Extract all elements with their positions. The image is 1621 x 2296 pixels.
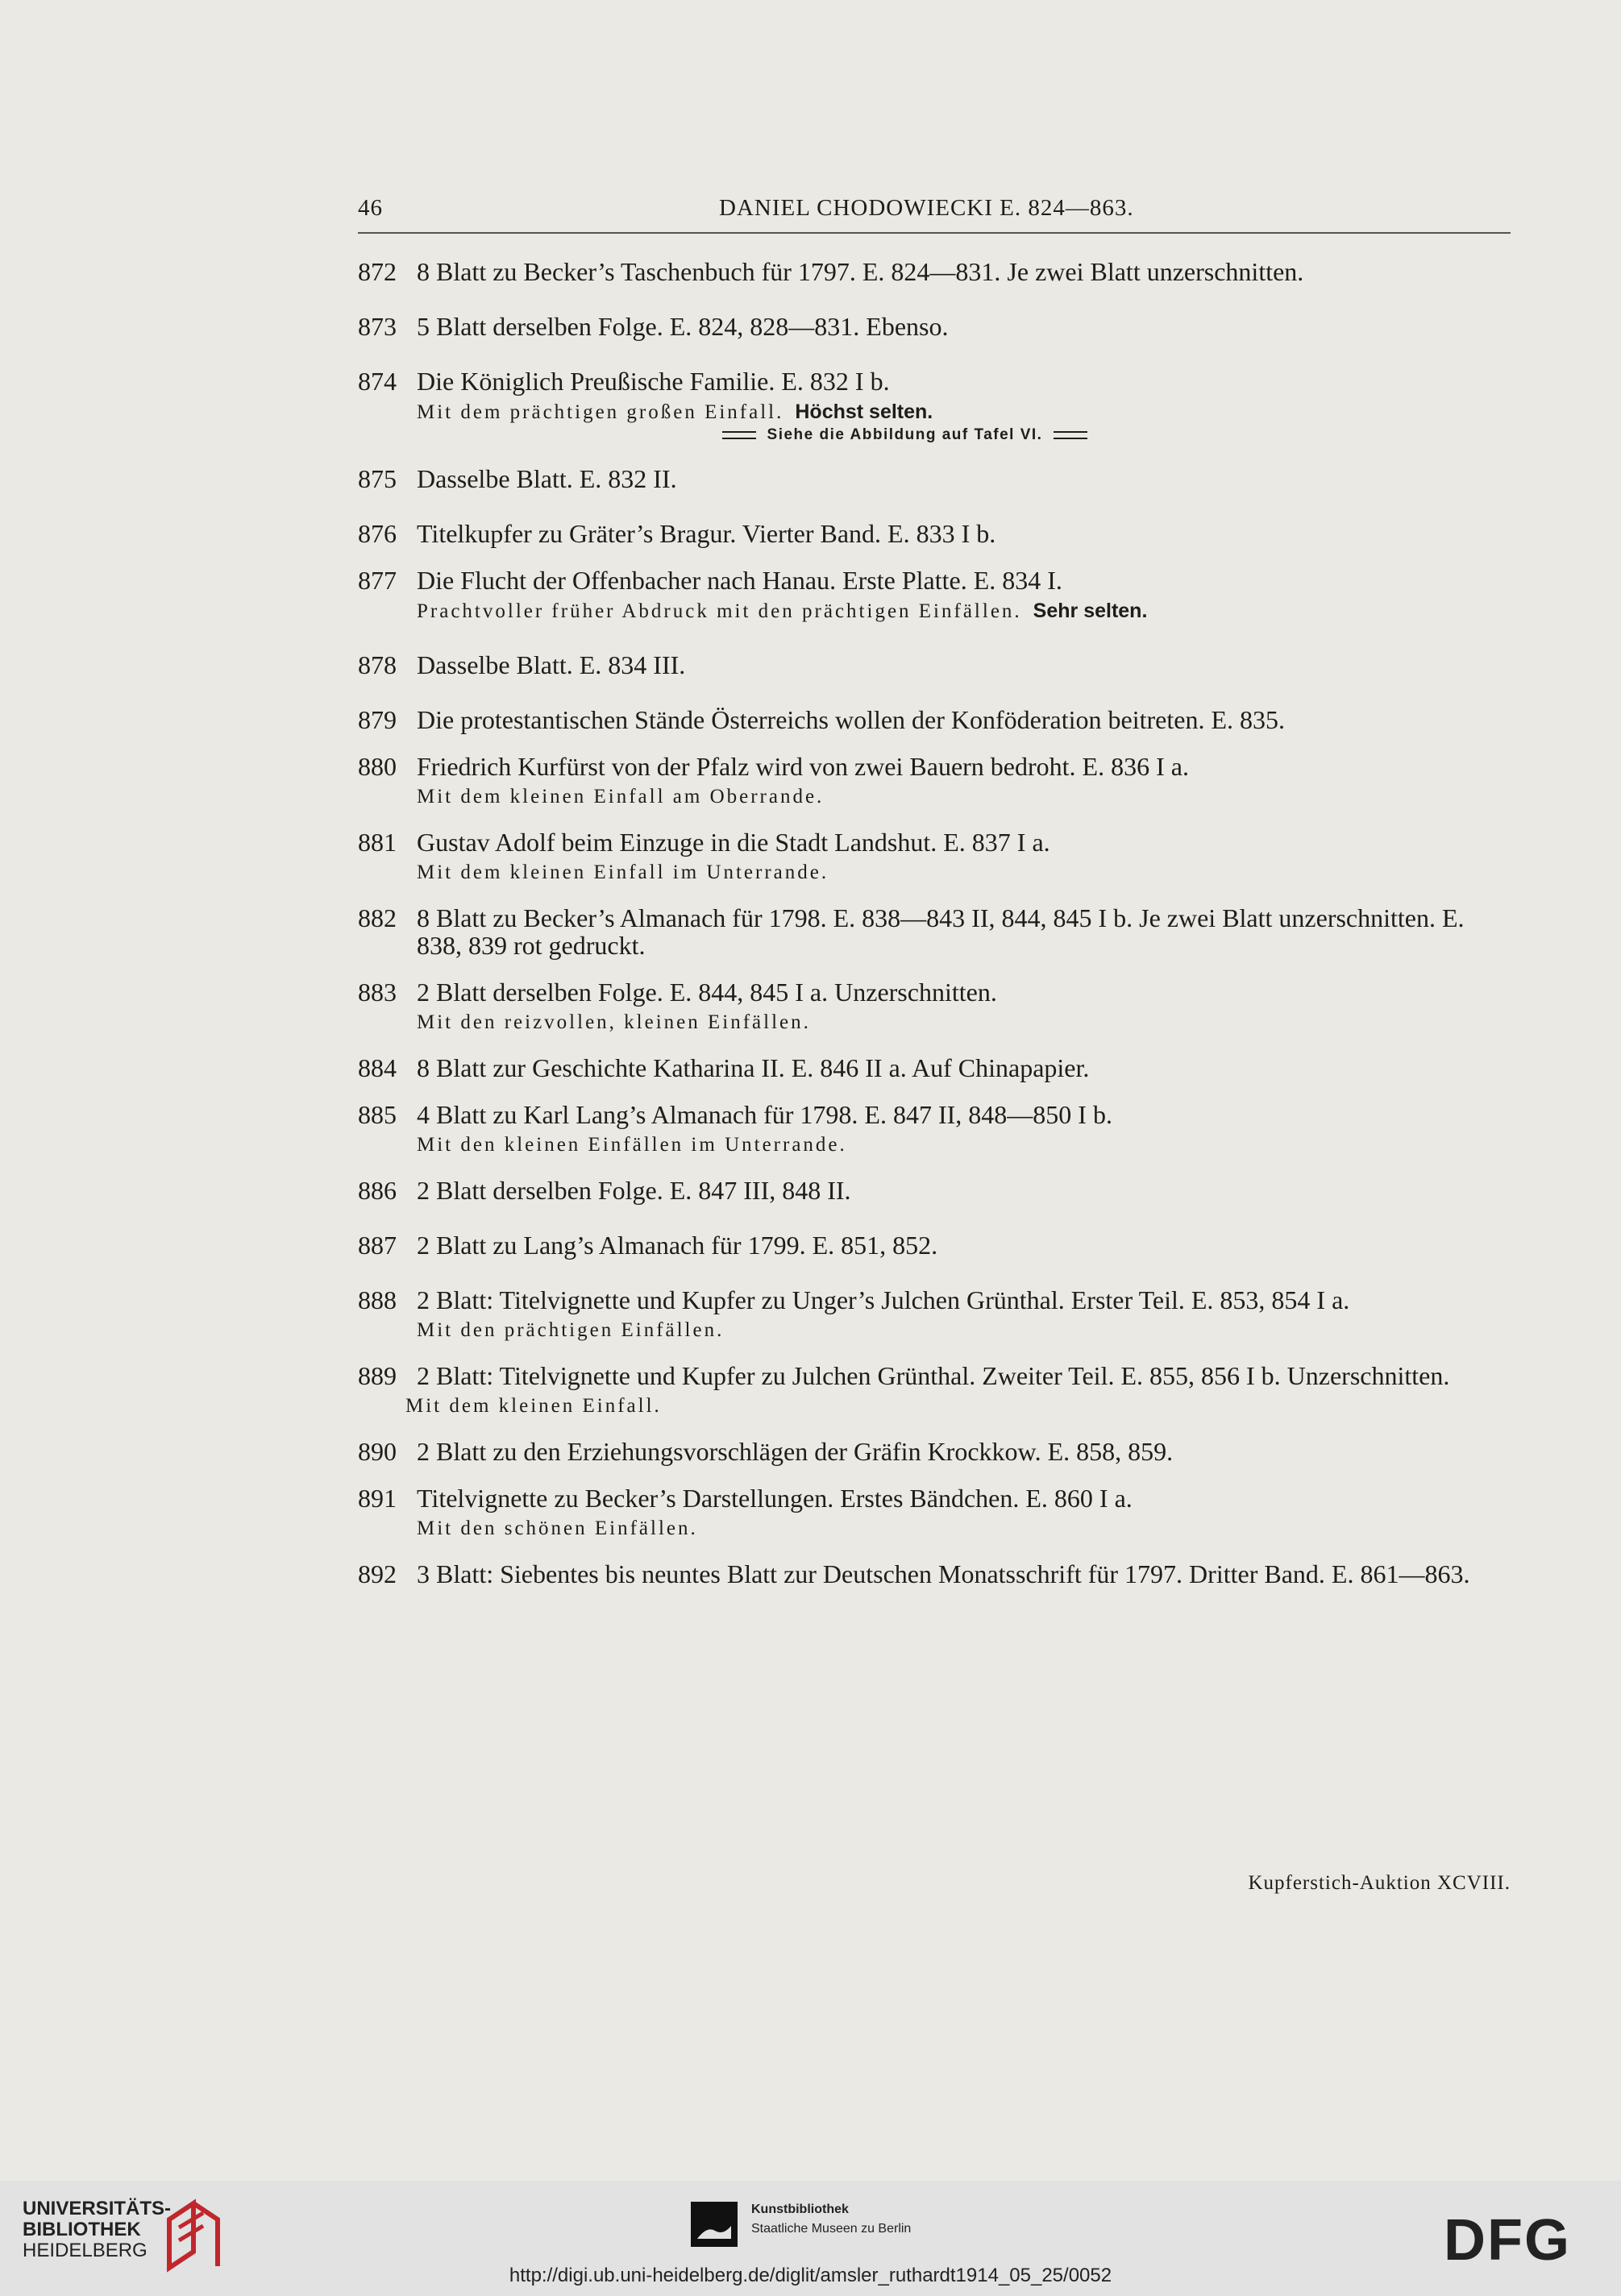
rarity-remark: Höchst selten.	[795, 401, 933, 423]
lot-description: 2 Blatt zu Lang’s Almanach für 1799. E. 851, 852.	[417, 1231, 938, 1260]
catalogue-entry	[358, 465, 1511, 492]
catalogue-entry	[358, 828, 1511, 885]
entry-row	[358, 1231, 1511, 1259]
permalink-url[interactable]: http://digi.ub.uni-heidelberg.de/diglit/amsler_ruthardt1914_05_25/0052	[509, 2265, 1112, 2286]
ub-line-2: BIBLIOTHEK	[23, 2219, 141, 2240]
ub-line-1: UNIVERSITÄTS-	[23, 2198, 172, 2219]
lot-number: 874	[358, 367, 397, 396]
entry-row	[358, 1054, 1511, 1082]
lot-description: 2 Blatt derselben Folge. E. 847 III, 848 II.	[417, 1176, 851, 1205]
lot-note-text: Mit den prächtigen Einfällen.	[417, 1319, 725, 1341]
lot-number: 887	[358, 1231, 397, 1260]
catalogue-entry	[358, 258, 1511, 285]
lot-number: 879	[358, 705, 397, 734]
lot-description: Die Flucht der Offenbacher nach Hanau. Erste Platte. E. 834 I.	[417, 566, 1062, 595]
catalogue-entry	[358, 1054, 1511, 1082]
catalogue-entry	[358, 1438, 1511, 1465]
viewer-footer-bar	[0, 2181, 1621, 2296]
lot-note-text: Mit dem kleinen Einfall.	[405, 1395, 662, 1417]
lot-number: 890	[358, 1437, 397, 1466]
lot-note-text: Mit den schönen Einfällen.	[417, 1518, 698, 1539]
lot-note	[358, 1318, 1511, 1343]
lot-description: Die Königlich Preußische Familie. E. 832 I b.	[417, 367, 890, 396]
rarity-remark: Sehr selten.	[1033, 600, 1148, 622]
lot-number: 876	[358, 519, 397, 548]
lot-note	[358, 599, 1511, 624]
lot-number: 878	[358, 650, 397, 679]
lot-number: 882	[358, 903, 397, 932]
lot-number: 884	[358, 1053, 397, 1082]
entry-row	[358, 313, 1511, 340]
catalogue-entries	[358, 258, 1511, 1588]
lot-description: 8 Blatt zur Geschichte Katharina II. E. 846 II a. Auf Chinapapier.	[417, 1053, 1090, 1082]
page-number: 46	[358, 195, 383, 221]
catalogue-entry	[358, 706, 1511, 733]
entry-row	[358, 904, 1511, 959]
entry-row	[358, 1286, 1511, 1314]
catalogue-entry	[358, 1362, 1511, 1418]
header-rule	[358, 232, 1511, 234]
lot-number: 872	[358, 257, 397, 286]
entry-row	[358, 567, 1511, 594]
lot-note-text: Mit den kleinen Einfällen im Unterrande.	[417, 1134, 847, 1156]
entry-row	[358, 367, 1511, 395]
entry-row	[358, 1177, 1511, 1204]
catalogue-entry	[358, 1101, 1511, 1157]
catalogue-entry	[358, 1484, 1511, 1541]
lot-description: 3 Blatt: Siebentes bis neuntes Blatt zur Deutschen Monatsschrift für 1797. Dritter Band. E. 861—863.	[417, 1559, 1470, 1588]
lot-description: 2 Blatt: Titelvignette und Kupfer zu Julchen Grünthal. Zweiter Teil. E. 855, 856 I b. Unzerschnitten.	[417, 1361, 1450, 1390]
double-rule-right	[1054, 431, 1087, 439]
lot-description: 5 Blatt derselben Folge. E. 824, 828—831. Ebenso.	[417, 312, 949, 341]
catalogue-entry	[358, 978, 1511, 1035]
auction-footer: Kupferstich-Auktion XCVIII.	[1248, 1872, 1511, 1894]
lot-number: 875	[358, 464, 397, 493]
kb-line-1: Kunstbibliothek	[751, 2203, 849, 2216]
lot-description: 8 Blatt zu Becker’s Almanach für 1798. E. 838—843 II, 844, 845 I b. Je zwei Blatt unzerschnitten. E. 838, 839 rot gedruckt.	[417, 903, 1465, 960]
kunstbibliothek-logo-icon[interactable]	[691, 2202, 738, 2247]
lot-number: 885	[358, 1100, 397, 1129]
lot-note	[358, 785, 1511, 809]
lot-note	[358, 1011, 1511, 1035]
lot-note-text: Mit den reizvollen, kleinen Einfällen.	[417, 1011, 811, 1033]
catalogue-entry	[358, 753, 1511, 809]
ub-line-3: HEIDELBERG	[23, 2240, 148, 2261]
lot-number: 892	[358, 1559, 397, 1588]
catalogue-entry	[358, 367, 1511, 446]
lot-description: Gustav Adolf beim Einzuge in die Stadt Landshut. E. 837 I a.	[417, 828, 1050, 857]
catalogue-entry	[358, 651, 1511, 679]
lot-note-text: Mit dem prächtigen großen Einfall.	[417, 401, 784, 423]
entry-row	[358, 465, 1511, 492]
ub-heidelberg-wordmark[interactable]	[23, 2198, 171, 2261]
running-title: DANIEL CHODOWIECKI E. 824—863.	[719, 195, 1134, 221]
lot-number: 891	[358, 1484, 397, 1513]
lot-description: 8 Blatt zu Becker’s Taschenbuch für 1797. E. 824—831. Je zwei Blatt unzerschnitten.	[417, 257, 1304, 286]
lot-note	[358, 400, 1511, 425]
entry-row	[358, 1484, 1511, 1512]
entry-row	[358, 520, 1511, 547]
lot-note	[358, 861, 1511, 885]
lot-note	[358, 1394, 1511, 1418]
lot-number: 888	[358, 1285, 397, 1314]
catalogue-entry	[358, 1286, 1511, 1343]
lot-number: 873	[358, 312, 397, 341]
entry-row	[358, 651, 1511, 679]
entry-row	[358, 978, 1511, 1006]
lot-number: 883	[358, 978, 397, 1007]
lot-description: Die protestantischen Stände Österreichs wollen der Konföderation beitreten. E. 835.	[417, 705, 1285, 734]
entry-row	[358, 706, 1511, 733]
catalogue-entry	[358, 1231, 1511, 1259]
lot-number: 889	[358, 1361, 397, 1390]
lot-number: 877	[358, 566, 397, 595]
entry-row	[358, 753, 1511, 780]
double-rule-left	[722, 431, 756, 439]
entry-row	[358, 1362, 1511, 1389]
entry-row	[358, 258, 1511, 285]
entry-row	[358, 1101, 1511, 1128]
entry-row	[358, 1438, 1511, 1465]
catalogue-entry	[358, 313, 1511, 340]
ub-heidelberg-logo-icon[interactable]	[161, 2195, 226, 2276]
lot-number: 886	[358, 1176, 397, 1205]
lot-description: Friedrich Kurfürst von der Pfalz wird von zwei Bauern bedroht. E. 836 I a.	[417, 752, 1189, 781]
lot-description: Titelvignette zu Becker’s Darstellungen. Erstes Bändchen. E. 860 I a.	[417, 1484, 1133, 1513]
kb-line-2: Staatliche Museen zu Berlin	[751, 2222, 912, 2236]
entry-row	[358, 1560, 1511, 1588]
dfg-logo[interactable]: DFG	[1444, 2208, 1571, 2273]
lot-note	[358, 1517, 1511, 1541]
kunstbibliothek-wordmark[interactable]	[751, 2200, 911, 2239]
lot-description: Dasselbe Blatt. E. 832 II.	[417, 464, 677, 493]
lot-note-text: Mit dem kleinen Einfall im Unterrande.	[417, 862, 829, 883]
catalogue-entry	[358, 567, 1511, 624]
lot-description: Dasselbe Blatt. E. 834 III.	[417, 650, 686, 679]
catalogue-entry	[358, 1177, 1511, 1204]
catalogue-entry	[358, 1560, 1511, 1588]
lot-description: 2 Blatt derselben Folge. E. 844, 845 I a. Unzerschnitten.	[417, 978, 997, 1007]
plate-reference-text: Siehe die Abbildung auf Tafel VI.	[767, 426, 1043, 443]
plate-reference	[299, 425, 1511, 446]
lot-number: 881	[358, 828, 397, 857]
lot-description: 2 Blatt: Titelvignette und Kupfer zu Unger’s Julchen Grünthal. Erster Teil. E. 853, 854 I a.	[417, 1285, 1350, 1314]
catalogue-entry	[358, 904, 1511, 959]
entry-row	[358, 828, 1511, 856]
lot-description: 2 Blatt zu den Erziehungsvorschlägen der Gräfin Krockkow. E. 858, 859.	[417, 1437, 1174, 1466]
page-header	[358, 195, 1511, 227]
lot-number: 880	[358, 752, 397, 781]
lot-description: 4 Blatt zu Karl Lang’s Almanach für 1798. E. 847 II, 848—850 I b.	[417, 1100, 1112, 1129]
lot-note	[358, 1133, 1511, 1157]
catalogue-entry	[358, 520, 1511, 547]
lot-description: Titelkupfer zu Gräter’s Bragur. Vierter Band. E. 833 I b.	[417, 519, 996, 548]
lot-note-text: Mit dem kleinen Einfall am Oberrande.	[417, 786, 825, 808]
lot-note-text: Prachtvoller früher Abdruck mit den prächtigen Einfällen.	[417, 600, 1022, 622]
